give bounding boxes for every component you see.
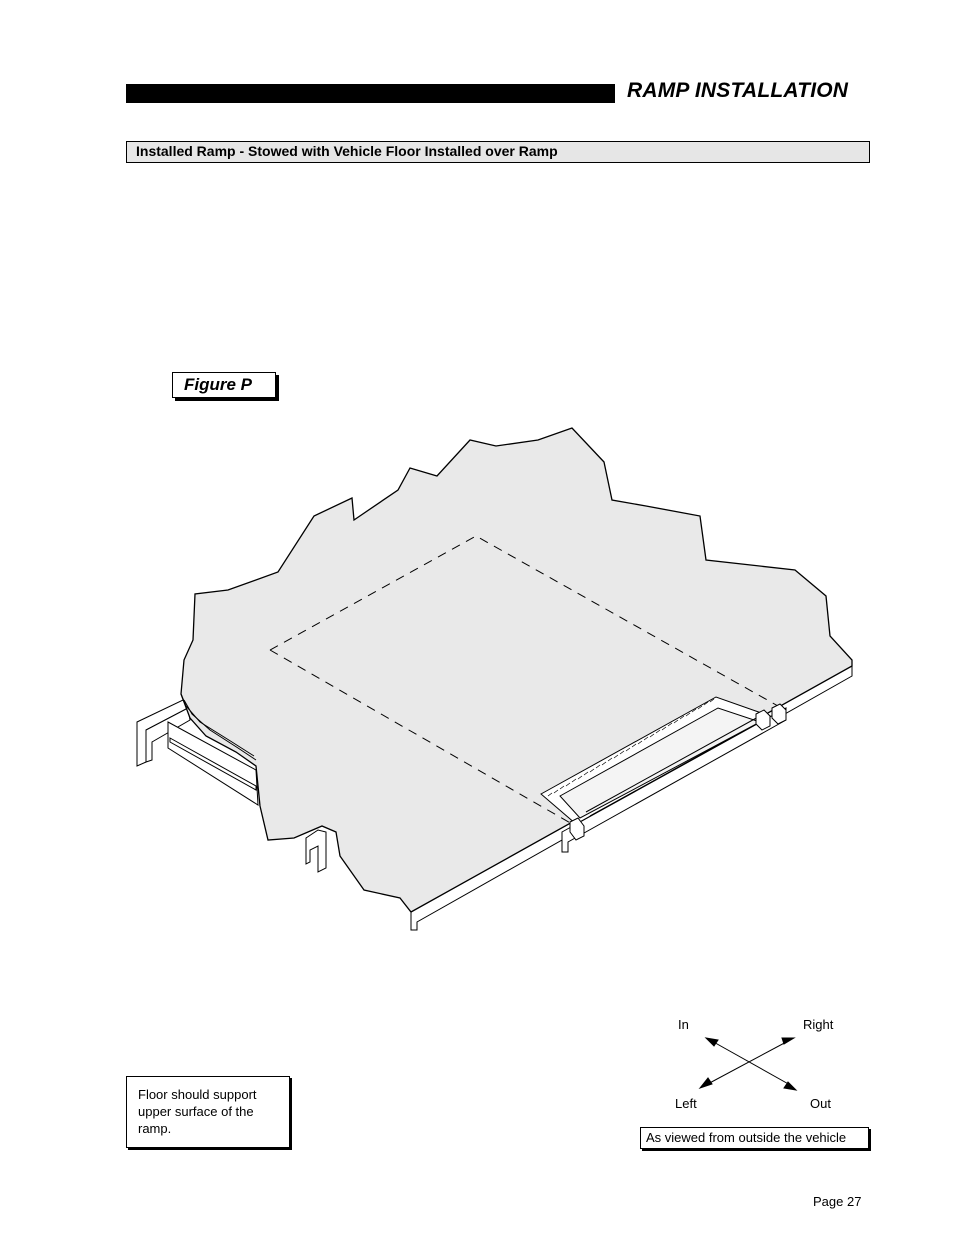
direction-right-label: Right [803, 1017, 834, 1032]
page-number: Page 27 [813, 1194, 862, 1209]
view-caption-text: As viewed from outside the vehicle [646, 1130, 847, 1145]
note-text: Floor should support upper surface of the ramp. [138, 1087, 257, 1136]
figure-label-text: Figure P [184, 375, 253, 394]
section-title: Installed Ramp - Stowed with Vehicle Floor Installed over Ramp [136, 143, 558, 159]
direction-out-label: Out [810, 1096, 831, 1111]
direction-left-label: Left [675, 1096, 697, 1111]
view-caption-box [640, 1127, 869, 1149]
page-title: RAMP INSTALLATION [627, 79, 849, 102]
direction-in-label: In [678, 1017, 689, 1032]
